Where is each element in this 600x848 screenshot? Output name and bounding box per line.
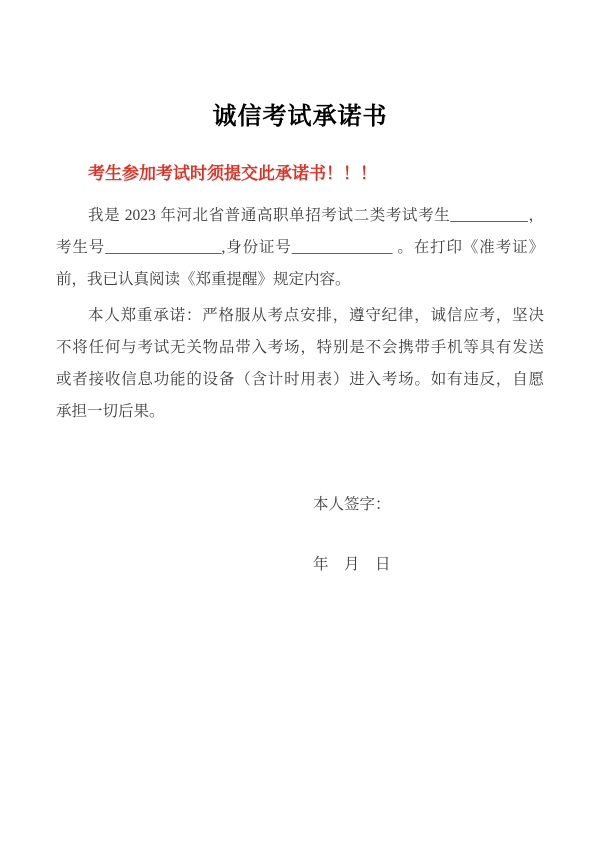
signature-block [56,489,544,581]
document-content [0,100,600,581]
text-line: 我是 2023 年河北省普通高职单招考试二类考试考生__________， [88,207,544,224]
text-line: 本人郑重承诺：严格服从考点安排，遵守纪律，诚信应考，坚决 [88,307,544,324]
signature-label: 本人签字： [313,496,391,513]
paragraph-commitment [56,300,544,428]
text-line: 不将任何与考试无关物品带入考场，特别是不会携带手机等具有发送 [56,339,544,356]
date-line: 年 月 日 [313,556,391,573]
document-title: 诚信考试承诺书 [212,103,388,130]
exam-notice: 考生参加考试时须提交此承诺书！！！ [88,164,377,183]
text-line: 前，我已认真阅读《郑重提醒》规定内容。 [56,271,351,288]
text-line: 或者接收信息功能的设备（含计时用表）进入考场。如有违反，自愿 [56,371,544,388]
paragraph-intro [56,200,544,296]
text-line: 承担一切后果。 [56,403,165,420]
text-line: 考生号_______________,身份证号_____________ 。在打印《准考证》 [56,239,544,256]
